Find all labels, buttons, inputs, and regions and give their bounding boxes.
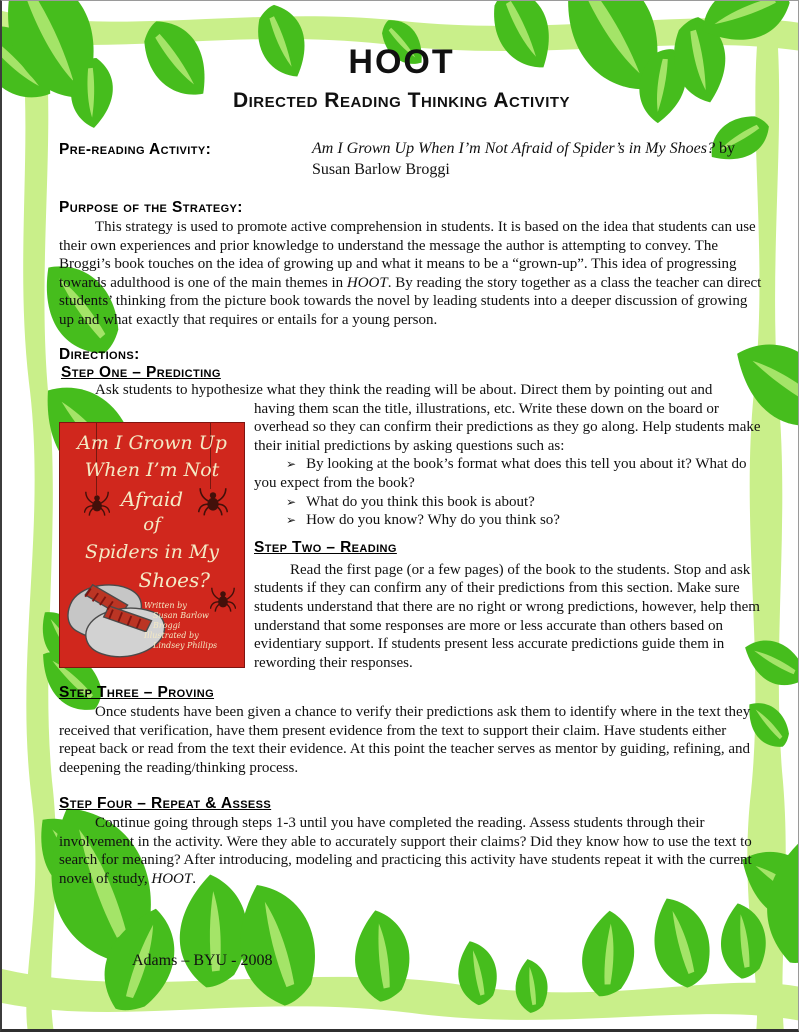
spider-icon [84, 489, 110, 517]
cover-title-line: of [143, 514, 161, 535]
step-one-right-column [254, 400, 763, 673]
page-title: HOOT [348, 43, 455, 81]
arrow-bullet-icon: ➢ [286, 457, 297, 472]
arrow-bullet-icon: ➢ [286, 494, 297, 509]
cover-credits [144, 601, 236, 651]
spider-icon [198, 485, 228, 517]
step-four-text: Continue going through steps 1-3 until you have completed the reading. Assess students through their involvement in the activity. Were they able to accurately support their claims? Did they know how to use the text to search for meaning? After introducing, modeling and practicing this activity have students repeat it with the current novel of study, [59, 815, 752, 887]
step-one-section [59, 381, 764, 672]
cover-title-line: When I’m Not [84, 459, 220, 481]
cover-credit-label: Illustrated by [144, 631, 199, 640]
step-three-heading: Step Three – Proving [59, 684, 215, 701]
purpose-text-cont: . By reading the story together as a class the teacher can direct students’ thinking from the picture book towards the novel by leading students into a deeper discussion of growing up and what exactly that requires or entails for a young person. [59, 274, 762, 328]
step-four-text-end: . [192, 870, 196, 887]
page-subtitle: Directed Reading Thinking Activity [232, 89, 571, 112]
book-byline: by Susan Barlow Broggi [312, 140, 735, 178]
step-one-heading: Step One – Predicting [61, 364, 221, 381]
purpose-paragraph [59, 218, 763, 330]
bullet-text: What do you think this book is about? [306, 493, 535, 510]
cover-title-line: Afraid [120, 487, 184, 511]
question-bullet [254, 511, 763, 530]
cover-credit-name: Lindsey Phillips [153, 641, 218, 650]
arrow-bullet-icon: ➢ [286, 513, 297, 528]
bullet-text: By looking at the book’s format what does this tell you about it? What do you expect from the book? [254, 456, 747, 491]
step-four-paragraph [59, 814, 763, 888]
pre-reading-book-title [312, 138, 744, 180]
footer-credit: Adams – BYU - 2008 [132, 952, 273, 969]
hoot-italic: HOOT [346, 274, 388, 291]
cover-credit-label: Written by [144, 601, 187, 610]
step-two-heading: Step Two – Reading [254, 538, 397, 556]
step-one-intro-rest: having them scan the title, illustrations, etc. Write these down on the board or overhead so they can confirm their predictions as they go along. Help students make their initial predictions by asking questions such as: [254, 400, 761, 454]
book-title-italic: Am I Grown Up When I’m Not Afraid of Spider’s in My Shoes? [312, 140, 715, 157]
pre-reading-label: Pre-reading Activity: [59, 141, 212, 158]
directions-heading: Directions: [59, 346, 140, 363]
cover-title-line: Spiders in My [84, 541, 220, 563]
purpose-heading: Purpose of the Strategy: [59, 199, 243, 216]
cover-title-line: Shoes? [138, 568, 210, 592]
question-bullet [254, 455, 763, 492]
book-cover-image [59, 422, 245, 668]
question-bullet [254, 493, 763, 512]
step-three-paragraph: Once students have been given a chance to verify their predictions ask them to identify where in the text they received that verification, have them present evidence from the text to support their claim. Have students either repeat back or read from the text their evidence. At this point the teacher serves as mentor by guiding, refining, and deepening the reading/thinking process. [59, 704, 751, 776]
step-two-paragraph: Read the first page (or a few pages) of the book to the students. Stop and ask students if they can confirm any of their predictions from this section. Make sure students understand that there are no right or wrong predictions, however, help them understand that some responses are more or less accurate than others based on evidentiary support. If students present less accurate predictions guide them in rewording their responses. [254, 561, 760, 671]
step-four-heading: Step Four – Repeat & Assess [59, 795, 272, 812]
cover-credit-name: Susan Barlow Broggi [153, 611, 209, 630]
cover-title-line: Am I Grown Up [77, 432, 227, 454]
hoot-italic: HOOT [151, 870, 193, 887]
step-one-intro-line: Ask students to hypothesize what they think the reading will be about. Direct them by pointing out and [95, 382, 713, 398]
bullet-text: How do you know? Why do you think so? [306, 512, 560, 529]
purpose-text: This strategy is used to promote active comprehension in students. It is based on the idea that students can use their own experiences and prior knowledge to understand the message the author is attempting to convey. The Broggi’s book touches on the idea of growing up and what it means to be a “grown-up”. This idea of progressing towards adulthood is one of the main themes in [59, 219, 756, 291]
